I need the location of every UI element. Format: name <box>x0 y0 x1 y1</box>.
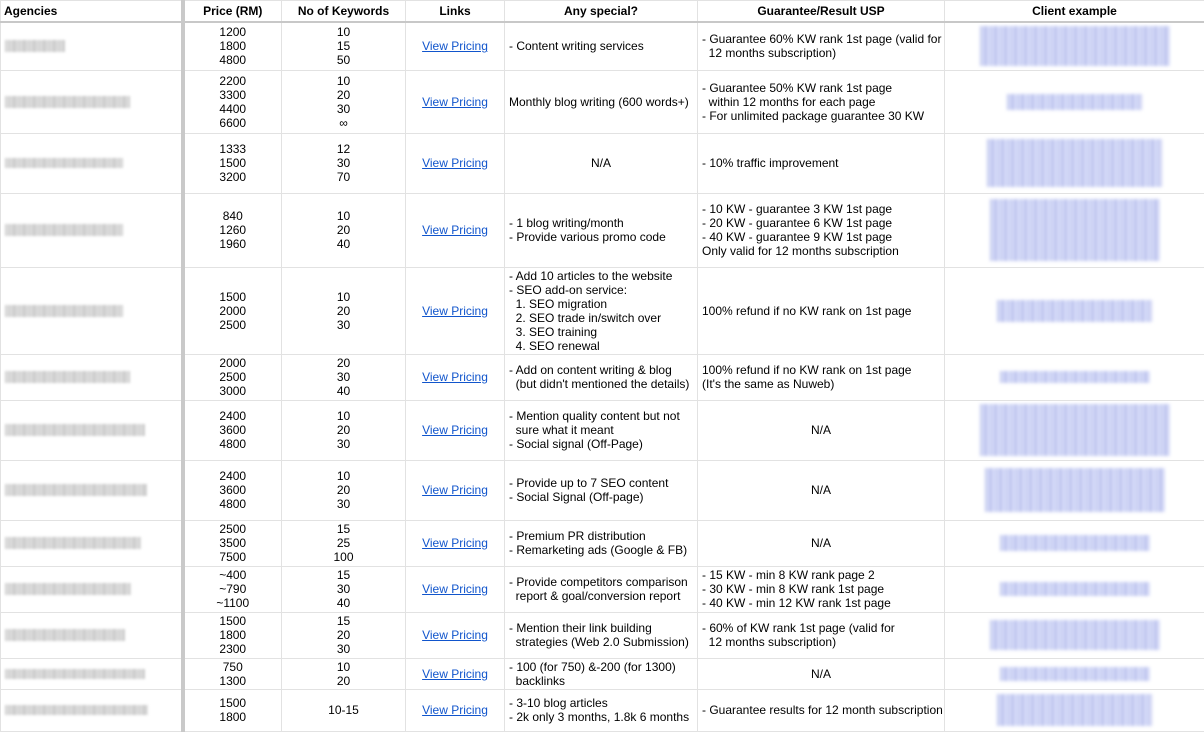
price-value: ~400 <box>189 568 278 582</box>
guarantee-line: - 20 KW - guarantee 6 KW 1st page <box>702 216 940 230</box>
table-row <box>1 267 1204 354</box>
keywords-cell[interactable] <box>282 133 406 193</box>
agency-cell[interactable] <box>1 133 183 193</box>
guarantee-cell[interactable] <box>698 354 945 400</box>
header-guarantee[interactable]: Guarantee/Result USP <box>698 1 945 23</box>
price-value: 1260 <box>189 223 278 237</box>
agency-cell[interactable] <box>1 193 183 267</box>
special-cell[interactable] <box>505 22 698 70</box>
guarantee-line: - 10% traffic improvement <box>702 156 940 170</box>
blurred-client-example <box>1000 371 1150 383</box>
price-cell[interactable] <box>183 354 282 400</box>
links-cell <box>406 354 505 400</box>
keywords-cell[interactable] <box>282 354 406 400</box>
special-line: (but didn't mentioned the details) <box>509 377 693 391</box>
table-row <box>1 612 1204 658</box>
special-line: - 3-10 blog articles <box>509 696 693 710</box>
keywords-value: 40 <box>286 237 401 251</box>
special-cell[interactable] <box>505 133 698 193</box>
special-line: report & goal/conversion report <box>509 589 693 603</box>
view-pricing-link[interactable]: View Pricing <box>422 536 488 550</box>
agency-cell[interactable] <box>1 70 183 133</box>
guarantee-cell[interactable] <box>698 133 945 193</box>
special-cell[interactable] <box>505 70 698 133</box>
price-value: 2000 <box>189 304 278 318</box>
price-value: 840 <box>189 209 278 223</box>
special-line: - 100 (for 750) &-200 (for 1300) <box>509 660 693 674</box>
agency-cell[interactable] <box>1 612 183 658</box>
keywords-cell[interactable] <box>282 612 406 658</box>
table-row <box>1 400 1204 460</box>
keywords-cell[interactable] <box>282 689 406 731</box>
blurred-agency-name <box>5 96 130 108</box>
price-value: 1500 <box>189 614 278 628</box>
guarantee-line: Only valid for 12 months subscription <box>702 244 940 258</box>
header-row <box>1 1 1204 23</box>
price-value: 1500 <box>189 696 278 710</box>
table-row <box>1 520 1204 566</box>
price-value: 4800 <box>189 497 278 511</box>
blurred-agency-name <box>5 158 123 168</box>
client-cell[interactable] <box>945 400 1204 460</box>
client-cell[interactable] <box>945 612 1204 658</box>
guarantee-line: - Guarantee 60% KW rank 1st page (valid for <box>702 32 940 46</box>
keywords-value: 70 <box>286 170 401 184</box>
links-cell <box>406 566 505 612</box>
price-cell[interactable] <box>183 460 282 520</box>
links-cell <box>406 460 505 520</box>
price-cell[interactable] <box>183 400 282 460</box>
header-keywords[interactable]: No of Keywords <box>282 1 406 23</box>
keywords-cell[interactable] <box>282 658 406 689</box>
view-pricing-link[interactable]: View Pricing <box>422 582 488 596</box>
keywords-cell[interactable] <box>282 566 406 612</box>
blurred-client-example <box>987 139 1162 187</box>
price-value: 3200 <box>189 170 278 184</box>
blurred-client-example <box>1007 94 1142 110</box>
price-value: 2500 <box>189 370 278 384</box>
keywords-value: 25 <box>286 536 401 550</box>
view-pricing-link[interactable]: View Pricing <box>422 304 488 318</box>
keywords-value: 10 <box>286 74 401 88</box>
special-cell[interactable] <box>505 460 698 520</box>
keywords-value: 10-15 <box>286 703 401 717</box>
guarantee-line: (It's the same as Nuweb) <box>702 377 940 391</box>
client-cell[interactable] <box>945 520 1204 566</box>
guarantee-line: - 60% of KW rank 1st page (valid for <box>702 621 940 635</box>
keywords-cell[interactable] <box>282 400 406 460</box>
agency-cell[interactable] <box>1 22 183 70</box>
agency-cell[interactable] <box>1 566 183 612</box>
client-cell[interactable] <box>945 354 1204 400</box>
view-pricing-link[interactable]: View Pricing <box>422 95 488 109</box>
agency-cell[interactable] <box>1 658 183 689</box>
keywords-value: 10 <box>286 409 401 423</box>
price-cell[interactable] <box>183 22 282 70</box>
guarantee-line: - 30 KW - min 8 KW rank 1st page <box>702 582 940 596</box>
keywords-value: 20 <box>286 356 401 370</box>
table-row <box>1 22 1204 70</box>
price-value: 1200 <box>189 25 278 39</box>
price-value: 1800 <box>189 39 278 53</box>
special-line: - Mention their link building <box>509 621 693 635</box>
guarantee-line: 12 months subscription) <box>702 46 940 60</box>
agency-cell[interactable] <box>1 689 183 731</box>
client-cell[interactable] <box>945 658 1204 689</box>
blurred-agency-name <box>5 669 145 679</box>
price-value: 6600 <box>189 116 278 130</box>
special-cell[interactable] <box>505 658 698 689</box>
price-value: 1333 <box>189 142 278 156</box>
special-cell[interactable] <box>505 193 698 267</box>
price-value: 1960 <box>189 237 278 251</box>
keywords-value: 10 <box>286 469 401 483</box>
price-value: 3600 <box>189 483 278 497</box>
guarantee-cell[interactable] <box>698 520 945 566</box>
guarantee-line: 12 months subscription) <box>702 635 940 649</box>
guarantee-cell[interactable] <box>698 658 945 689</box>
price-value: 2300 <box>189 642 278 656</box>
price-value: 3600 <box>189 423 278 437</box>
price-value: 2500 <box>189 522 278 536</box>
view-pricing-link[interactable]: View Pricing <box>422 223 488 237</box>
client-cell[interactable] <box>945 267 1204 354</box>
price-cell[interactable] <box>183 520 282 566</box>
keywords-value: 20 <box>286 88 401 102</box>
links-cell <box>406 70 505 133</box>
keywords-value: ∞ <box>286 116 401 130</box>
special-line: - Provide up to 7 SEO content <box>509 476 693 490</box>
view-pricing-link[interactable]: View Pricing <box>422 628 488 642</box>
price-cell[interactable] <box>183 689 282 731</box>
guarantee-line: within 12 months for each page <box>702 95 940 109</box>
client-cell[interactable] <box>945 22 1204 70</box>
guarantee-line: - 40 KW - guarantee 9 KW 1st page <box>702 230 940 244</box>
blurred-agency-name <box>5 424 145 436</box>
guarantee-line: N/A <box>702 536 940 550</box>
keywords-value: 30 <box>286 318 401 332</box>
keywords-value: 30 <box>286 497 401 511</box>
agency-cell[interactable] <box>1 400 183 460</box>
view-pricing-link[interactable]: View Pricing <box>422 156 488 170</box>
special-cell[interactable] <box>505 400 698 460</box>
header-agencies[interactable]: Agencies <box>1 1 183 23</box>
price-value: ~1100 <box>189 596 278 610</box>
client-cell[interactable] <box>945 460 1204 520</box>
client-cell[interactable] <box>945 70 1204 133</box>
blurred-agency-name <box>5 629 125 641</box>
special-line: - Provide competitors comparison <box>509 575 693 589</box>
price-cell[interactable] <box>183 267 282 354</box>
special-cell[interactable] <box>505 354 698 400</box>
price-value: 3000 <box>189 384 278 398</box>
keywords-value: 30 <box>286 156 401 170</box>
guarantee-cell[interactable] <box>698 70 945 133</box>
special-line: N/A <box>509 156 693 170</box>
agency-cell[interactable] <box>1 354 183 400</box>
price-value: 2400 <box>189 469 278 483</box>
guarantee-cell[interactable] <box>698 612 945 658</box>
guarantee-cell[interactable] <box>698 460 945 520</box>
keywords-value: 30 <box>286 437 401 451</box>
keywords-value: 20 <box>286 223 401 237</box>
table-row <box>1 460 1204 520</box>
keywords-value: 15 <box>286 522 401 536</box>
guarantee-line: - Guarantee results for 12 month subscription <box>702 703 940 717</box>
guarantee-line: - For unlimited package guarantee 30 KW <box>702 109 940 123</box>
blurred-client-example <box>997 300 1152 322</box>
table-row <box>1 193 1204 267</box>
guarantee-line: N/A <box>702 667 940 681</box>
blurred-client-example <box>980 26 1170 66</box>
keywords-cell[interactable] <box>282 193 406 267</box>
keywords-value: 20 <box>286 304 401 318</box>
price-value: 3500 <box>189 536 278 550</box>
special-line: 4. SEO renewal <box>509 339 693 353</box>
table-row <box>1 70 1204 133</box>
price-value: 1800 <box>189 628 278 642</box>
price-value: 2400 <box>189 409 278 423</box>
price-value: 2000 <box>189 356 278 370</box>
special-line: 3. SEO training <box>509 325 693 339</box>
header-price[interactable]: Price (RM) <box>183 1 282 23</box>
table-row <box>1 354 1204 400</box>
links-cell <box>406 689 505 731</box>
special-line: - Add on content writing & blog <box>509 363 693 377</box>
special-line: - Content writing services <box>509 39 693 53</box>
price-value: 4400 <box>189 102 278 116</box>
blurred-client-example <box>1000 582 1150 596</box>
keywords-value: 10 <box>286 660 401 674</box>
view-pricing-link[interactable]: View Pricing <box>422 703 488 717</box>
view-pricing-link[interactable]: View Pricing <box>422 370 488 384</box>
guarantee-line: - 15 KW - min 8 KW rank page 2 <box>702 568 940 582</box>
blurred-agency-name <box>5 537 141 549</box>
price-value: 1500 <box>189 156 278 170</box>
keywords-value: 20 <box>286 628 401 642</box>
price-value: 4800 <box>189 437 278 451</box>
blurred-client-example <box>990 199 1160 261</box>
header-special[interactable]: Any special? <box>505 1 698 23</box>
price-value: 2200 <box>189 74 278 88</box>
table-row <box>1 133 1204 193</box>
header-links[interactable]: Links <box>406 1 505 23</box>
view-pricing-link[interactable]: View Pricing <box>422 667 488 681</box>
special-line: 1. SEO migration <box>509 297 693 311</box>
guarantee-cell[interactable] <box>698 400 945 460</box>
client-cell[interactable] <box>945 133 1204 193</box>
keywords-value: 20 <box>286 674 401 688</box>
price-cell[interactable] <box>183 566 282 612</box>
blurred-agency-name <box>5 705 148 715</box>
special-line: - 2k only 3 months, 1.8k 6 months <box>509 710 693 724</box>
keywords-cell[interactable] <box>282 267 406 354</box>
keywords-cell[interactable] <box>282 22 406 70</box>
links-cell <box>406 400 505 460</box>
guarantee-line: N/A <box>702 423 940 437</box>
price-value: 1800 <box>189 710 278 724</box>
special-line: - Premium PR distribution <box>509 529 693 543</box>
blurred-client-example <box>990 620 1160 650</box>
special-cell[interactable] <box>505 689 698 731</box>
blurred-agency-name <box>5 371 130 383</box>
special-line: - 1 blog writing/month <box>509 216 693 230</box>
price-cell[interactable] <box>183 193 282 267</box>
client-cell[interactable] <box>945 566 1204 612</box>
guarantee-cell[interactable] <box>698 566 945 612</box>
guarantee-cell[interactable] <box>698 267 945 354</box>
price-value: 3300 <box>189 88 278 102</box>
special-line: - Remarketing ads (Google & FB) <box>509 543 693 557</box>
guarantee-cell[interactable] <box>698 22 945 70</box>
guarantee-line: N/A <box>702 483 940 497</box>
keywords-value: 20 <box>286 483 401 497</box>
special-line: sure what it meant <box>509 423 693 437</box>
view-pricing-link[interactable]: View Pricing <box>422 483 488 497</box>
guarantee-line: 100% refund if no KW rank on 1st page <box>702 304 940 318</box>
price-value: 750 <box>189 660 278 674</box>
table-row <box>1 689 1204 731</box>
price-value: 1300 <box>189 674 278 688</box>
view-pricing-link[interactable]: View Pricing <box>422 39 488 53</box>
keywords-value: 15 <box>286 39 401 53</box>
guarantee-line: - Guarantee 50% KW rank 1st page <box>702 81 940 95</box>
price-cell[interactable] <box>183 612 282 658</box>
price-value: 1500 <box>189 290 278 304</box>
agency-cell[interactable] <box>1 267 183 354</box>
price-value: ~790 <box>189 582 278 596</box>
client-cell[interactable] <box>945 193 1204 267</box>
special-line: - SEO add-on service: <box>509 283 693 297</box>
keywords-value: 12 <box>286 142 401 156</box>
price-cell[interactable] <box>183 658 282 689</box>
links-cell <box>406 193 505 267</box>
price-value: 7500 <box>189 550 278 564</box>
blurred-client-example <box>997 694 1152 726</box>
blurred-agency-name <box>5 583 131 595</box>
special-line: backlinks <box>509 674 693 688</box>
guarantee-cell[interactable] <box>698 193 945 267</box>
keywords-value: 20 <box>286 423 401 437</box>
table-row <box>1 566 1204 612</box>
keywords-value: 30 <box>286 582 401 596</box>
price-value: 2500 <box>189 318 278 332</box>
blurred-agency-name <box>5 224 123 236</box>
keywords-value: 15 <box>286 614 401 628</box>
blurred-agency-name <box>5 40 65 52</box>
keywords-value: 30 <box>286 102 401 116</box>
keywords-value: 30 <box>286 370 401 384</box>
keywords-cell[interactable] <box>282 520 406 566</box>
table-row <box>1 658 1204 689</box>
keywords-value: 10 <box>286 290 401 304</box>
special-cell[interactable] <box>505 520 698 566</box>
links-cell <box>406 612 505 658</box>
view-pricing-link[interactable]: View Pricing <box>422 423 488 437</box>
special-line: 2. SEO trade in/switch over <box>509 311 693 325</box>
keywords-cell[interactable] <box>282 70 406 133</box>
keywords-value: 40 <box>286 596 401 610</box>
blurred-client-example <box>985 468 1165 512</box>
special-cell[interactable] <box>505 267 698 354</box>
links-cell <box>406 520 505 566</box>
special-line: - Mention quality content but not <box>509 409 693 423</box>
special-line: - Add 10 articles to the website <box>509 269 693 283</box>
keywords-value: 10 <box>286 25 401 39</box>
price-cell[interactable] <box>183 133 282 193</box>
blurred-agency-name <box>5 484 147 496</box>
guarantee-line: - 10 KW - guarantee 3 KW 1st page <box>702 202 940 216</box>
links-cell <box>406 22 505 70</box>
guarantee-line: - 40 KW - min 12 KW rank 1st page <box>702 596 940 610</box>
keywords-value: 100 <box>286 550 401 564</box>
links-cell <box>406 267 505 354</box>
special-line: - Social signal (Off-Page) <box>509 437 693 451</box>
guarantee-line: 100% refund if no KW rank on 1st page <box>702 363 940 377</box>
links-cell <box>406 133 505 193</box>
blurred-client-example <box>1000 667 1150 681</box>
keywords-value: 15 <box>286 568 401 582</box>
special-line: Monthly blog writing (600 words+) <box>509 95 693 109</box>
client-cell[interactable] <box>945 689 1204 731</box>
blurred-client-example <box>1000 535 1150 551</box>
blurred-agency-name <box>5 305 123 317</box>
keywords-cell[interactable] <box>282 460 406 520</box>
header-client[interactable]: Client example <box>945 1 1204 23</box>
guarantee-cell[interactable] <box>698 689 945 731</box>
table-body <box>1 22 1204 731</box>
links-cell <box>406 658 505 689</box>
agency-cell[interactable] <box>1 520 183 566</box>
special-line: - Social Signal (Off-page) <box>509 490 693 504</box>
special-line: - Provide various promo code <box>509 230 693 244</box>
keywords-value: 10 <box>286 209 401 223</box>
special-cell[interactable] <box>505 566 698 612</box>
special-cell[interactable] <box>505 612 698 658</box>
keywords-value: 50 <box>286 53 401 67</box>
price-cell[interactable] <box>183 70 282 133</box>
keywords-value: 30 <box>286 642 401 656</box>
blurred-client-example <box>980 404 1170 456</box>
agency-cell[interactable] <box>1 460 183 520</box>
price-value: 4800 <box>189 53 278 67</box>
special-line: strategies (Web 2.0 Submission) <box>509 635 693 649</box>
keywords-value: 40 <box>286 384 401 398</box>
